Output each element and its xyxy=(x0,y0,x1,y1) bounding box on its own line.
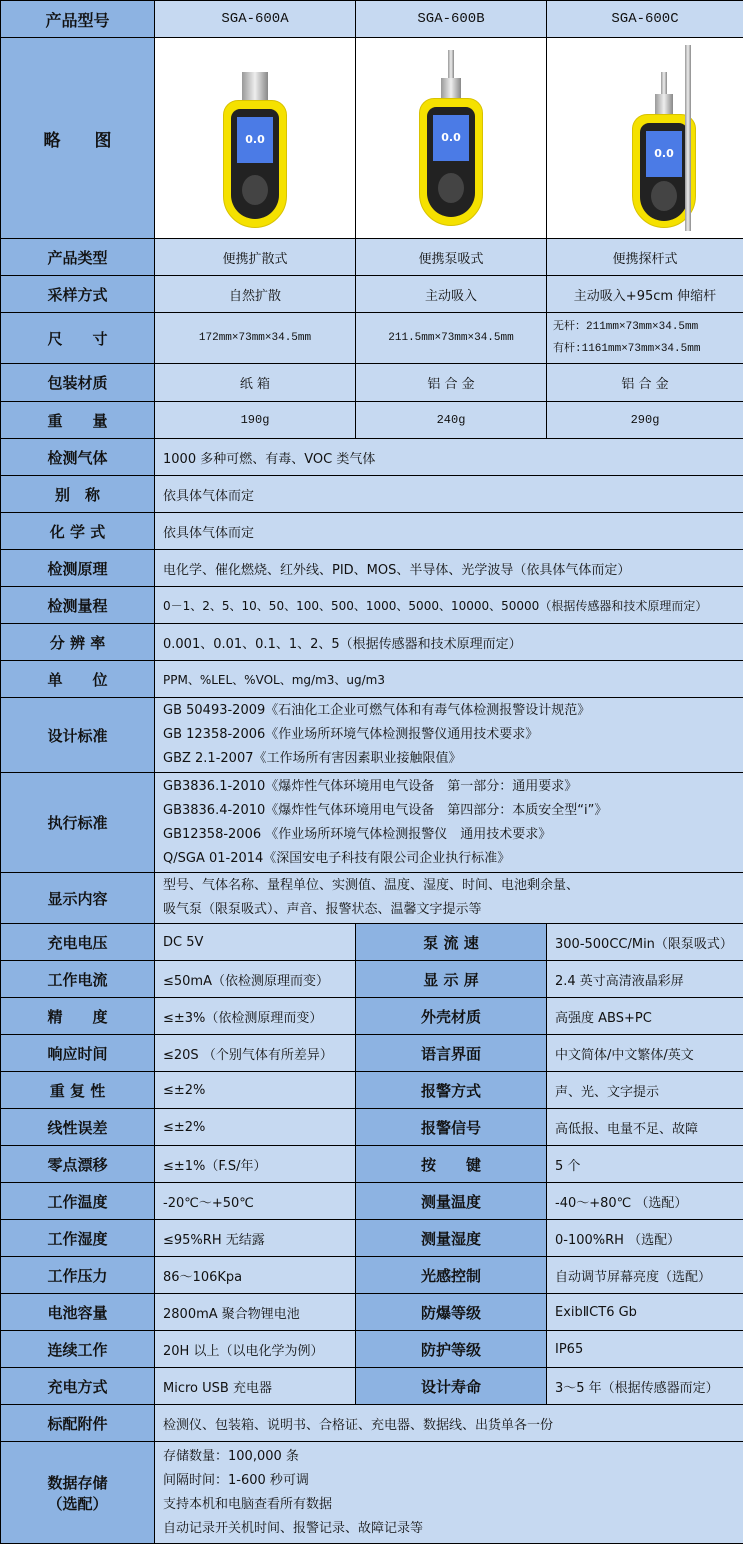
row-label: 重 复 性 xyxy=(1,1072,155,1109)
cell: 高低报、电量不足、故障 xyxy=(547,1109,743,1146)
telescopic-probe-image xyxy=(685,45,691,231)
row-label: 报警方式 xyxy=(356,1072,547,1109)
row-label: 测量湿度 xyxy=(356,1220,547,1257)
data-storage-row xyxy=(1,1442,743,1544)
row-label: 线性误差 xyxy=(1,1109,155,1146)
cell: 依具体气体而定 xyxy=(155,476,743,513)
spec-pair-row xyxy=(1,1072,743,1109)
standard-line: GB3836.4-2010《爆炸性气体环境用电气设备 第四部分：本质安全型“i”》 xyxy=(163,799,743,823)
cell: 86～106Kpa xyxy=(155,1257,356,1294)
row-label: 报警信号 xyxy=(356,1109,547,1146)
cell: 300-500CC/Min（限泵吸式） xyxy=(547,924,743,961)
cell: 0-100%RH （选配） xyxy=(547,1220,743,1257)
row-label: 包装材质 xyxy=(1,364,155,402)
cell: 高强度 ABS+PC xyxy=(547,998,743,1035)
row-label: 分 辨 率 xyxy=(1,624,155,661)
cell: 3～5 年（根据传感器而定） xyxy=(547,1368,743,1405)
row-label: 防爆等级 xyxy=(356,1294,547,1331)
standard-line: GBZ 2.1-2007《工作场所有害因素职业接触限值》 xyxy=(163,747,743,771)
cell: IP65 xyxy=(547,1331,743,1368)
image-row xyxy=(1,38,743,239)
spec-pair-row xyxy=(1,1257,743,1294)
row-label: 充电方式 xyxy=(1,1368,155,1405)
row-label: 检测量程 xyxy=(1,587,155,624)
spec-row xyxy=(1,476,743,513)
cell: 便携探杆式 xyxy=(547,239,743,276)
spec-row xyxy=(1,402,743,439)
spec-row xyxy=(1,661,743,698)
cell: ExibⅡCT6 Gb xyxy=(547,1294,743,1331)
cell: -40～+80℃ （选配） xyxy=(547,1183,743,1220)
screen-reading: 0.0 xyxy=(433,115,469,161)
product-image-b xyxy=(356,38,547,239)
model-b: SGA-600B xyxy=(356,1,547,38)
spec-row xyxy=(1,550,743,587)
row-label: 精 度 xyxy=(1,998,155,1035)
row-label: 化 学 式 xyxy=(1,513,155,550)
product-image-a xyxy=(155,38,356,239)
row-label: 产品类型 xyxy=(1,239,155,276)
storage-line: 存储数量：100,000 条 xyxy=(163,1445,743,1469)
row-label: 检测原理 xyxy=(1,550,155,587)
accessories-row xyxy=(1,1405,743,1442)
standard-line: GB 12358-2006《作业场所环境气体检测报警仪通用技术要求》 xyxy=(163,723,743,747)
display-content-row xyxy=(1,873,743,924)
cell: ≤20S （个别气体有所差异） xyxy=(155,1035,356,1072)
standard-line: Q/SGA 01-2014《深国安电子科技有限公司企业执行标准》 xyxy=(163,847,743,871)
cell: 有杆:1161mm×73mm×34.5mm xyxy=(553,338,743,360)
cell: DC 5V xyxy=(155,924,356,961)
cell: 中文简体/中文繁体/英文 xyxy=(547,1035,743,1072)
standard-line: GB12358-2006 《作业场所环境气体检测报警仪 通用技术要求》 xyxy=(163,823,743,847)
spec-pair-row xyxy=(1,1109,743,1146)
standard-line: GB 50493-2009《石油化工企业可燃气体和有毒气体检测报警设计规范》 xyxy=(163,699,743,723)
cell: 1000 多种可燃、有毒、VOC 类气体 xyxy=(155,439,743,476)
cell: 纸 箱 xyxy=(155,364,356,402)
row-label: 电池容量 xyxy=(1,1294,155,1331)
exec-standard-row xyxy=(1,773,743,873)
cell: ≤95%RH 无结露 xyxy=(155,1220,356,1257)
model-c: SGA-600C xyxy=(547,1,743,38)
spec-pair-row xyxy=(1,1146,743,1183)
row-label-note: （选配） xyxy=(1,1493,154,1514)
content-line: 吸气泵（限泵吸式）、声音、报警状态、温馨文字提示等 xyxy=(163,898,743,922)
row-label: 外壳材质 xyxy=(356,998,547,1035)
spec-row xyxy=(1,513,743,550)
cell: 2.4 英寸高清液晶彩屏 xyxy=(547,961,743,998)
row-label: 设计标准 xyxy=(1,698,155,773)
cell: 240g xyxy=(356,402,547,439)
spec-row xyxy=(1,587,743,624)
row-label: 尺 寸 xyxy=(1,313,155,364)
spec-row xyxy=(1,239,743,276)
cell: ≤±1%（F.S/年） xyxy=(155,1146,356,1183)
cell: 便携泵吸式 xyxy=(356,239,547,276)
model-row xyxy=(1,1,743,38)
row-label: 采样方式 xyxy=(1,276,155,313)
cell: 电化学、催化燃烧、红外线、PID、MOS、半导体、光学波导（依具体气体而定） xyxy=(155,550,743,587)
spec-pair-row xyxy=(1,1368,743,1405)
row-label: 单 位 xyxy=(1,661,155,698)
cell: ≤±2% xyxy=(155,1109,356,1146)
spec-pair-row xyxy=(1,1183,743,1220)
row-label: 充电电压 xyxy=(1,924,155,961)
storage-line: 自动记录开关机时间、报警记录、故障记录等 xyxy=(163,1517,743,1541)
row-label: 重 量 xyxy=(1,402,155,439)
screen-reading: 0.0 xyxy=(237,117,273,163)
cell: 便携扩散式 xyxy=(155,239,356,276)
cell: 主动吸入+95cm 伸缩杆 xyxy=(547,276,743,313)
cell: -20℃～+50℃ xyxy=(155,1183,356,1220)
cell: 211.5mm×73mm×34.5mm xyxy=(356,313,547,364)
footer-spec-table xyxy=(0,1404,743,1544)
design-standard-row xyxy=(1,698,743,773)
cell: ≤±2% xyxy=(155,1072,356,1109)
cell: 铝 合 金 xyxy=(356,364,547,402)
model-label: 产品型号 xyxy=(1,1,155,38)
cell: 铝 合 金 xyxy=(547,364,743,402)
cell: 自动调节屏幕亮度（选配） xyxy=(547,1257,743,1294)
row-label: 检测气体 xyxy=(1,439,155,476)
spec-row xyxy=(1,276,743,313)
row-label: 零点漂移 xyxy=(1,1146,155,1183)
cell: 依具体气体而定 xyxy=(155,513,743,550)
cell: 检测仪、包装箱、说明书、合格证、充电器、数据线、出货单各一份 xyxy=(155,1405,743,1442)
cell: ≤±3%（依检测原理而变） xyxy=(155,998,356,1035)
row-label: 响应时间 xyxy=(1,1035,155,1072)
row-label: 执行标准 xyxy=(1,773,155,873)
standard-line: GB3836.1-2010《爆炸性气体环境用电气设备 第一部分：通用要求》 xyxy=(163,775,743,799)
row-label: 工作湿度 xyxy=(1,1220,155,1257)
spec-pair-row xyxy=(1,998,743,1035)
gas-detector-a-image xyxy=(223,72,287,228)
row-label: 按 键 xyxy=(356,1146,547,1183)
cell: 声、光、文字提示 xyxy=(547,1072,743,1109)
cell: 0－1、2、5、10、50、100、500、1000、5000、10000、50000（根据传感器和技术原理而定） xyxy=(155,587,743,624)
storage-line: 间隔时间：1-600 秒可调 xyxy=(163,1469,743,1493)
spec-pair-row xyxy=(1,924,743,961)
row-label: 工作电流 xyxy=(1,961,155,998)
row-label: 连续工作 xyxy=(1,1331,155,1368)
cell: 无杆：211mm×73mm×34.5mm xyxy=(553,316,743,338)
row-label: 语言界面 xyxy=(356,1035,547,1072)
spec-pair-row xyxy=(1,961,743,998)
screen-reading: 0.0 xyxy=(646,131,682,177)
spec-pair-row xyxy=(1,1035,743,1072)
spec-pair-row xyxy=(1,1220,743,1257)
row-label: 泵 流 速 xyxy=(356,924,547,961)
cell: Micro USB 充电器 xyxy=(155,1368,356,1405)
row-label: 数据存储 xyxy=(1,1472,154,1493)
row-label: 设计寿命 xyxy=(356,1368,547,1405)
row-label: 显示内容 xyxy=(1,873,155,924)
row-label: 显 示 屏 xyxy=(356,961,547,998)
cell: 2800mA 聚合物锂电池 xyxy=(155,1294,356,1331)
spec-row xyxy=(1,364,743,402)
row-label: 光感控制 xyxy=(356,1257,547,1294)
cell: 172mm×73mm×34.5mm xyxy=(155,313,356,364)
row-label: 测量温度 xyxy=(356,1183,547,1220)
spec-row xyxy=(1,313,743,364)
cell: 主动吸入 xyxy=(356,276,547,313)
row-label: 工作温度 xyxy=(1,1183,155,1220)
pair-spec-table xyxy=(0,923,743,1405)
spec-row xyxy=(1,439,743,476)
cell: 290g xyxy=(547,402,743,439)
cell: ≤50mA（依检测原理而变） xyxy=(155,961,356,998)
row-label: 别 称 xyxy=(1,476,155,513)
model-a: SGA-600A xyxy=(155,1,356,38)
spec-pair-row xyxy=(1,1331,743,1368)
row-label: 工作压力 xyxy=(1,1257,155,1294)
spec-row xyxy=(1,624,743,661)
image-label: 略 图 xyxy=(1,38,155,239)
storage-line: 支持本机和电脑查看所有数据 xyxy=(163,1493,743,1517)
cell: PPM、%LEL、%VOL、mg/m3、ug/m3 xyxy=(155,661,743,698)
row-label: 标配附件 xyxy=(1,1405,155,1442)
cell: 0.001、0.01、0.1、1、2、5（根据传感器和技术原理而定） xyxy=(155,624,743,661)
cell: 190g xyxy=(155,402,356,439)
cell: 自然扩散 xyxy=(155,276,356,313)
cell: 5 个 xyxy=(547,1146,743,1183)
content-line: 型号、气体名称、量程单位、实测值、温度、湿度、时间、电池剩余量、 xyxy=(163,874,743,898)
row-label: 防护等级 xyxy=(356,1331,547,1368)
spec-pair-row xyxy=(1,1294,743,1331)
cell: 20H 以上（以电化学为例） xyxy=(155,1331,356,1368)
product-image-c xyxy=(547,38,743,239)
gas-detector-b-image xyxy=(419,50,483,226)
